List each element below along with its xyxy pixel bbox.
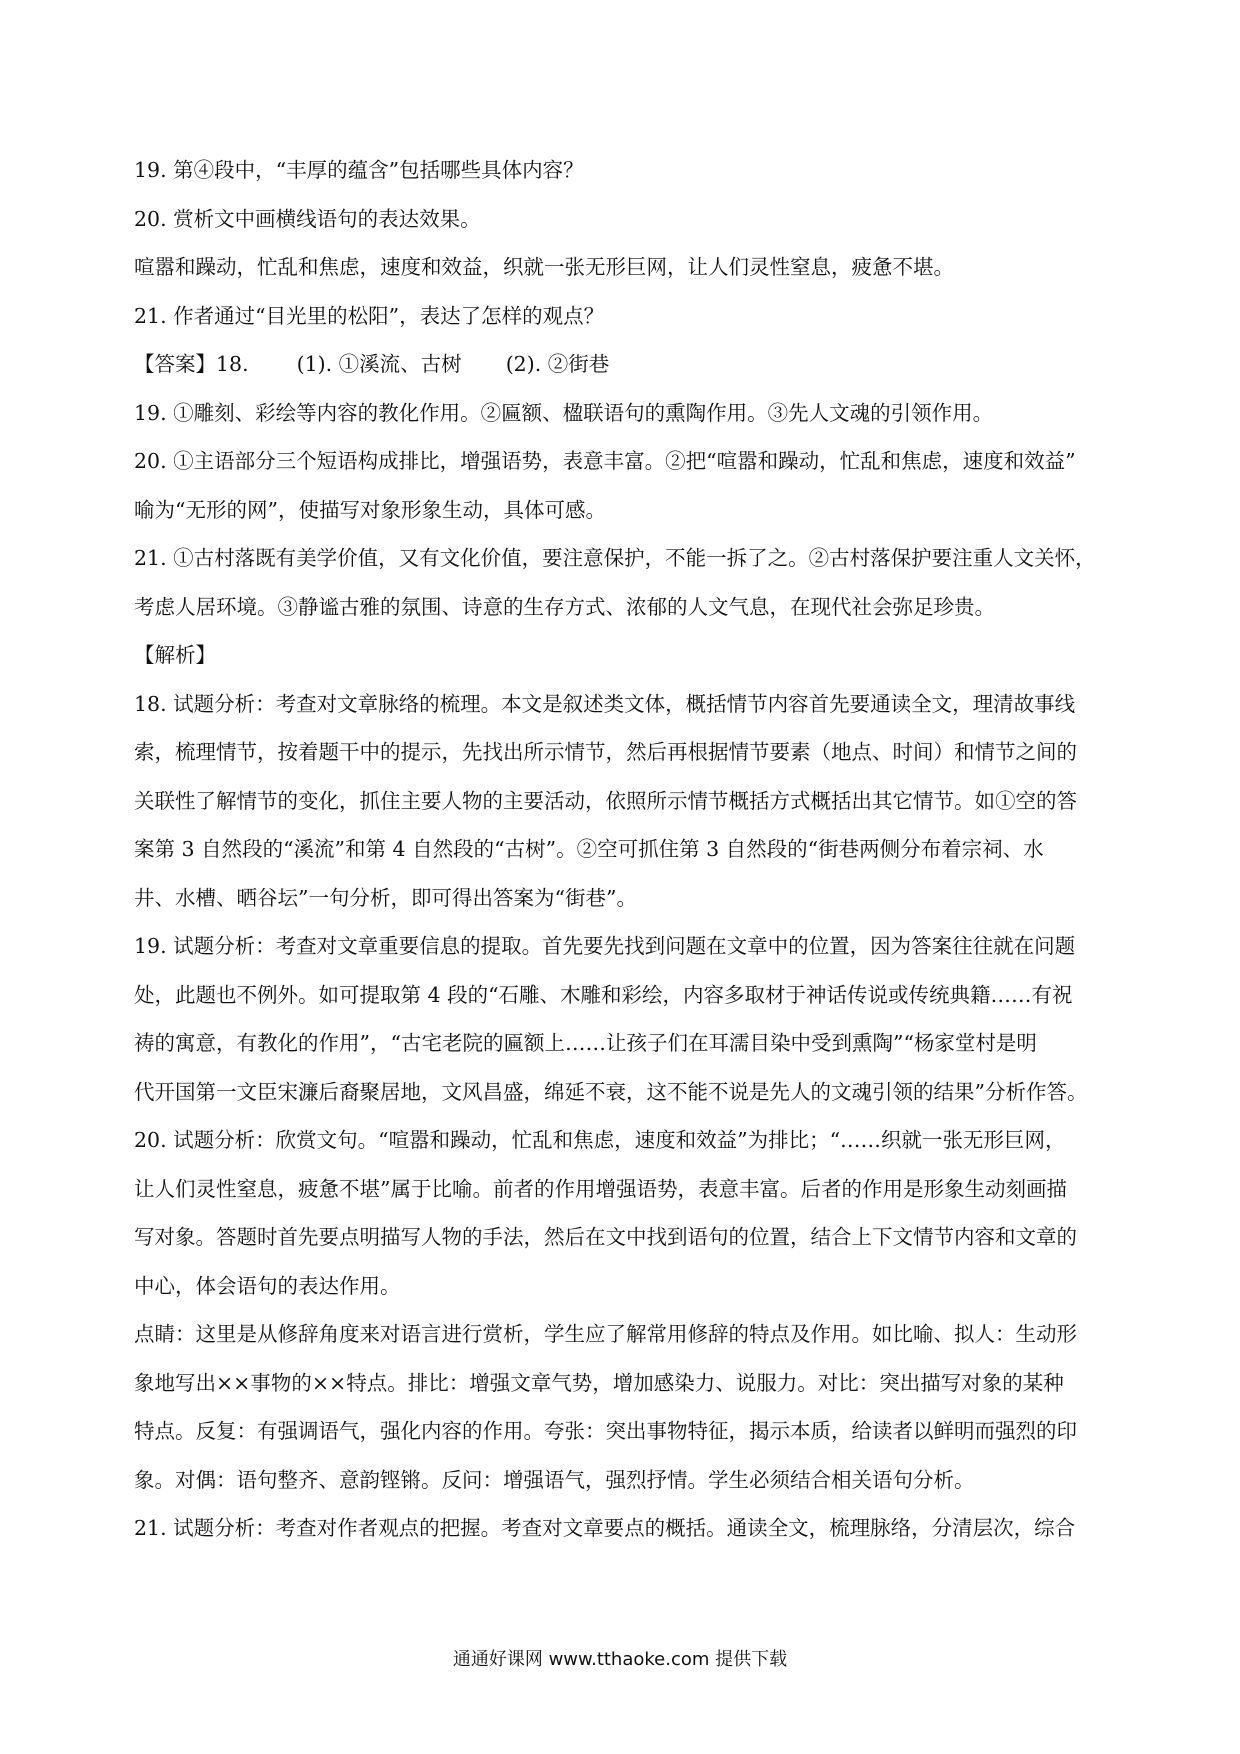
answer-20 — [134, 444, 1132, 527]
answer-18-part1: (1). ①溪流、古树 — [296, 352, 462, 376]
analysis-19-line: 祷的寓意，有教化的作用”，“古宅老院的匾额上……让孩子们在耳濡目染中受到熏陶”“杨家堂村是明 — [134, 1031, 1037, 1055]
analysis-18-line: 井、水槽、晒谷坛”一句分析，即可得出答案为“街巷”。 — [134, 885, 637, 910]
analysis-label: 【解析】 — [134, 643, 216, 667]
analysis-20-line: 写对象。答题时首先要点明描写人物的手法，然后在文中找到语句的位置，结合上下文情节内容和文章的 — [134, 1225, 1077, 1249]
analysis-19-line: 19. 试题分析：考查对文章重要信息的提取。首先要先找到问题在文章中的位置，因为答案往往就在问题 — [134, 934, 1076, 958]
answer-20-line: 喻为“无形的网”，使描写对象形象生动，具体可感。 — [134, 497, 606, 522]
answer-label: 【答案】18. — [134, 352, 249, 376]
analysis-18-line: 18. 试题分析：考查对文章脉络的梳理。本文是叙述类文体，概括情节内容首先要通读全文，理清故事线 — [134, 691, 1076, 716]
analysis-20-line: 20. 试题分析：欣赏文句。“喧嚣和躁动，忙乱和焦虑，速度和效益”为排比；“……织就一张无形巨网， — [134, 1128, 1066, 1152]
analysis-19 — [134, 929, 1132, 1109]
analysis-tip-line: 特点。反复：有强调语气，强化内容的作用。夸张：突出事物特征，揭示本质，给读者以鲜明而强烈的印 — [134, 1419, 1077, 1443]
analysis-19-line: 代开国第一文臣宋濂后裔聚居地，文风昌盛，绵延不衰，这不能不说是先人的文魂引领的结果”分析作答。 — [134, 1079, 1088, 1104]
answer-18 — [134, 347, 1132, 381]
question-19: 19. 第④段中，“丰厚的蕴含”包括哪些具体内容？ — [134, 158, 584, 182]
answer-19: 19. ①雕刻、彩绘等内容的教化作用。②匾额、楹联语句的熏陶作用。③先人文魂的引领作用。 — [134, 400, 994, 425]
analysis-tip-line: 象。对偶：语句整齐、意韵铿锵。反问：增强语气，强烈抒情。学生必须结合相关语句分析。 — [134, 1467, 975, 1492]
page-footer: 通通好课网 www.tthaoke.com 提供下载 — [452, 1649, 788, 1670]
analysis-21-line: 21. 试题分析：考查对作者观点的把握。考查对文章要点的概括。通读全文，梳理脉络，分清层次，综合 — [134, 1516, 1076, 1540]
analysis-tip-line: 象地写出××事物的××特点。排比：增强文章气势，增加感染力、说服力。对比：突出描写对象的某种 — [134, 1370, 1064, 1395]
analysis-tip-line: 点睛：这里是从修辞角度来对语言进行赏析，学生应了解常用修辞的特点及作用。如比喻、拟人：生动形 — [134, 1322, 1077, 1346]
analysis-20-line: 中心，体会语句的表达作用。 — [134, 1273, 401, 1298]
analysis-20 — [134, 1123, 1132, 1303]
analysis-21 — [134, 1511, 1132, 1545]
analysis-18-line: 关联性了解情节的变化，抓住主要人物的主要活动，依照所示情节概括方式概括出其它情节。如①空的答 — [134, 788, 1077, 813]
answer-21-line: 21. ①古村落既有美学价值，又有文化价值，要注意保护，不能一拆了之。②古村落保护要注重人文关怀， — [134, 546, 1096, 570]
analysis-18 — [134, 687, 1132, 915]
analysis-18-line: 案第 3 自然段的“溪流”和第 4 自然段的“古树”。②空可抓住第 3 自然段的“街巷两侧分布着宗祠、水 — [134, 837, 1044, 861]
question-20-sentence: 喧嚣和躁动，忙乱和焦虑，速度和效益，织就一张无形巨网，让人们灵性窒息，疲惫不堪。 — [134, 255, 954, 279]
answer-20-line: 20. ①主语部分三个短语构成排比，增强语势，表意丰富。②把“喧嚣和躁动，忙乱和焦虑，速度和效益” — [134, 449, 1076, 473]
answer-21-line: 考虑人居环境。③静谧古雅的氛围、诗意的生存方式、浓郁的人文气息，在现代社会弥足珍贵。 — [134, 594, 995, 619]
analysis-19-line: 处，此题也不例外。如可提取第 4 段的“石雕、木雕和彩绘，内容多取材于神话传说或传统典籍……有祝 — [134, 982, 1073, 1007]
question-21: 21. 作者通过“目光里的松阳”，表达了怎样的观点？ — [134, 303, 605, 328]
analysis-18-line: 索，梳理情节，按着题干中的提示，先找出所示情节，然后再根据情节要素（地点、时间）和情节之间的 — [134, 740, 1077, 764]
analysis-20-line: 让人们灵性窒息，疲惫不堪”属于比喻。前者的作用增强语势，表意丰富。后者的作用是形象生动刻画描 — [134, 1176, 1067, 1201]
question-20: 20. 赏析文中画横线语句的表达效果。 — [134, 206, 481, 231]
analysis-tip — [134, 1317, 1132, 1497]
page-content — [134, 153, 1132, 1560]
answer-18-part2: (2). ②街巷 — [505, 352, 610, 376]
answer-21 — [134, 541, 1132, 624]
